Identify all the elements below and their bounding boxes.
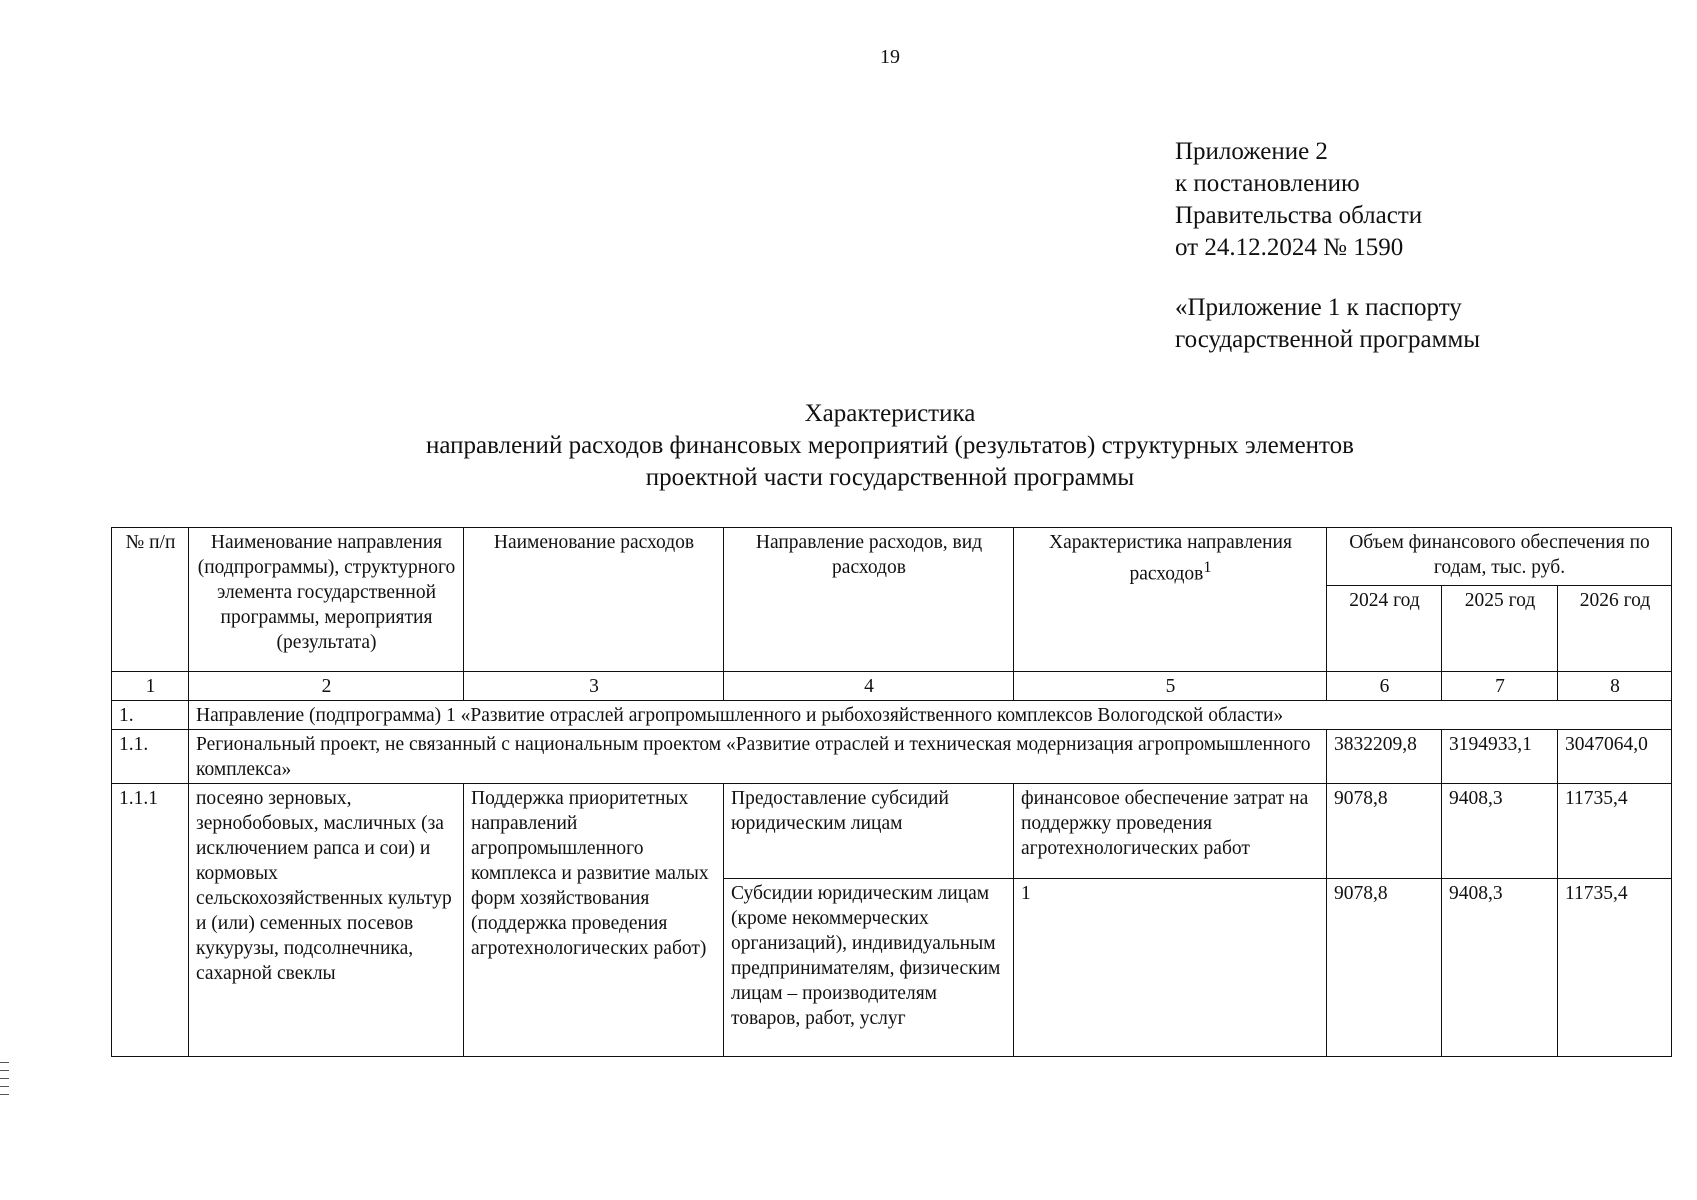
column-number: 1 [112, 672, 189, 701]
header-expense-direction: Направление расходов, вид расходов [724, 528, 1014, 672]
header-characteristic-text: Характеристика направления расходов [1049, 532, 1292, 585]
column-number: 5 [1014, 672, 1327, 701]
item-expense-name: Поддержка приоритетных направлений агропромышленного комплекса и развитие малых форм хозяйствования (поддержка проведения агротехнологических работ) [464, 784, 724, 1057]
direction-text: Направление (подпрограмма) 1 «Развитие отраслей агропромышленного и рыбохозяйственного комплексов Вологодской области» [189, 701, 1672, 730]
column-number: 3 [464, 672, 724, 701]
item-2025: 9408,3 [1442, 879, 1558, 1057]
column-number: 8 [1558, 672, 1672, 701]
scan-edge-mark [0, 1070, 9, 1071]
item-direction: Субсидии юридическим лицам (кроме некоммерческих организаций), индивидуальным предпринимателям, физическим лицам – производителям товаров, работ, услуг [724, 879, 1014, 1057]
passport-line: «Приложение 1 к паспорту [1175, 294, 1462, 321]
page-number: 19 [880, 46, 900, 68]
project-num: 1.1. [112, 730, 189, 784]
scan-edge-mark [0, 1078, 9, 1079]
title-line: Характеристика [804, 400, 976, 427]
column-number: 6 [1327, 672, 1442, 701]
expenses-table [111, 527, 1672, 1057]
scan-edge-mark [0, 1094, 9, 1095]
project-2024: 3832209,8 [1327, 730, 1442, 784]
header-year-2024: 2024 год [1327, 586, 1442, 672]
header-year-2025: 2025 год [1442, 586, 1558, 672]
appendix-line: к постановлению [1175, 170, 1360, 197]
document-title [0, 398, 1697, 494]
direction-row [112, 701, 1672, 730]
header-characteristic [1014, 528, 1327, 672]
footnote-mark: 1 [1203, 558, 1212, 576]
project-text: Региональный проект, не связанный с национальным проектом «Развитие отраслей и техническая модернизация агропромышленного комплекса» [189, 730, 1327, 784]
item-2024: 9078,8 [1327, 879, 1442, 1057]
appendix-line: Правительства области [1175, 202, 1423, 229]
title-line: направлений расходов финансовых мероприятий (результатов) структурных элементов [426, 432, 1354, 459]
header-year-2026: 2026 год [1558, 586, 1672, 672]
appendix-line: от 24.12.2024 № 1590 [1175, 234, 1404, 261]
item-2024: 9078,8 [1327, 784, 1442, 879]
item-num: 1.1.1 [112, 784, 189, 1057]
item-2026: 11735,4 [1558, 784, 1672, 879]
item-2026: 11735,4 [1558, 879, 1672, 1057]
item-characteristic: 1 [1014, 879, 1327, 1057]
item-row [112, 784, 1672, 879]
item-characteristic: финансовое обеспечение затрат на поддержку проведения агротехнологических работ [1014, 784, 1327, 879]
scan-edge-mark [0, 1062, 9, 1063]
project-2026: 3047064,0 [1558, 730, 1672, 784]
header-expense-name: Наименование расходов [464, 528, 724, 672]
header-name: Наименование направления (подпрограммы), структурного элемента государственной программы, мероприятия (результата) [189, 528, 464, 672]
appendix-block [1175, 136, 1480, 356]
header-volume: Объем финансового обеспечения по годам, тыс. руб. [1327, 528, 1672, 586]
passport-line: государственной программы [1175, 326, 1481, 353]
appendix-line: Приложение 2 [1175, 138, 1328, 165]
direction-num: 1. [112, 701, 189, 730]
column-number: 4 [724, 672, 1014, 701]
title-line: проектной части государственной программы [645, 464, 1135, 491]
item-2025: 9408,3 [1442, 784, 1558, 879]
item-name: посеяно зерновых, зернобобовых, масличных (за исключением рапса и сои) и кормовых сельскохозяйственных культур и (или) семенных посевов кукурузы, подсолнечника, сахарной свеклы [189, 784, 464, 1057]
header-num: № п/п [112, 528, 189, 672]
project-row [112, 730, 1672, 784]
column-number: 2 [189, 672, 464, 701]
item-direction: Предоставление субсидий юридическим лицам [724, 784, 1014, 879]
column-number: 7 [1442, 672, 1558, 701]
project-2025: 3194933,1 [1442, 730, 1558, 784]
scan-edge-mark [0, 1086, 9, 1087]
